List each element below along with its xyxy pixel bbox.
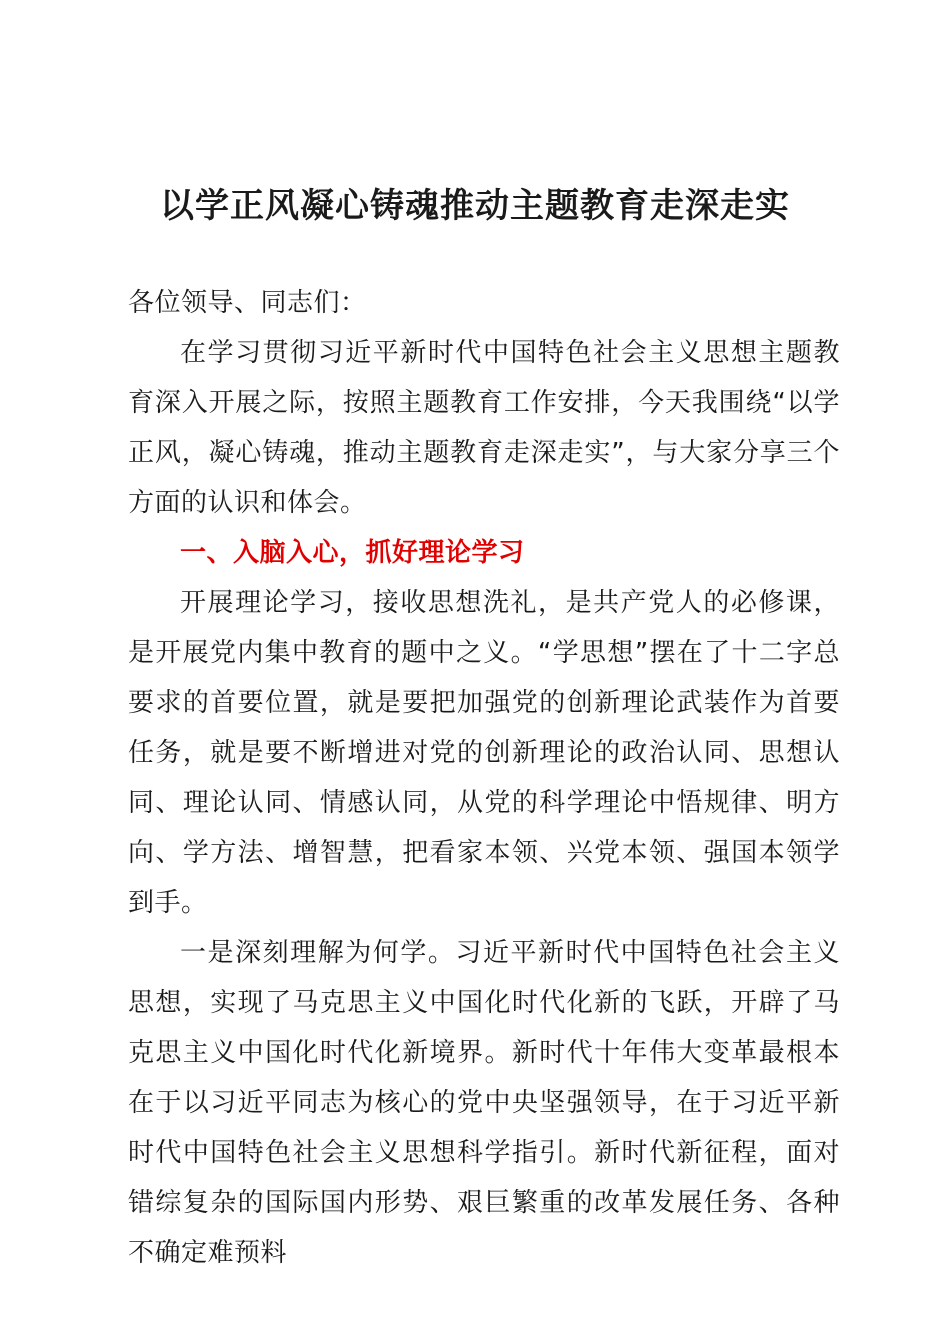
section-heading: 一、入脑入心，抓好理论学习 xyxy=(180,538,525,568)
intro-paragraph: 在学习贯彻习近平新时代中国特色社会主义思想主题教育深入开展之际，按照主题教育工作安排，今天我围绕“以学正风，凝心铸魂，推动主题教育走深走实”，与大家分享三个方面的认识和体会。 xyxy=(128,338,840,518)
document-title: 以学正风凝心铸魂推动主题教育走深走实 xyxy=(160,186,790,226)
section-paragraph: 开展理论学习，接收思想洗礼，是共产党人的必修课，是开展党内集中教育的题中之义。“学思想”摆在了十二字总要求的首要位置，就是要把加强党的创新理论武装作为首要任务，就是要不断增进对党的创新理论的政治认同、思想认同、理论认同、情感认同，从党的科学理论中悟规律、明方向、学方法、增智慧，把看家本领、兴党本领、强国本领学到手。 xyxy=(128,588,840,918)
document-body xyxy=(128,278,840,1278)
salutation: 各位领导、同志们： xyxy=(128,288,367,318)
section-paragraph: 一是深刻理解为何学。习近平新时代中国特色社会主义思想，实现了马克思主义中国化时代化新的飞跃，开辟了马克思主义中国化时代化新境界。新时代十年伟大变革最根本在于以习近平同志为核心的党中央坚强领导，在于习近平新时代中国特色社会主义思想科学指引。新时代新征程，面对错综复杂的国际国内形势、艰巨繁重的改革发展任务、各种不确定难预料 xyxy=(128,938,840,1268)
